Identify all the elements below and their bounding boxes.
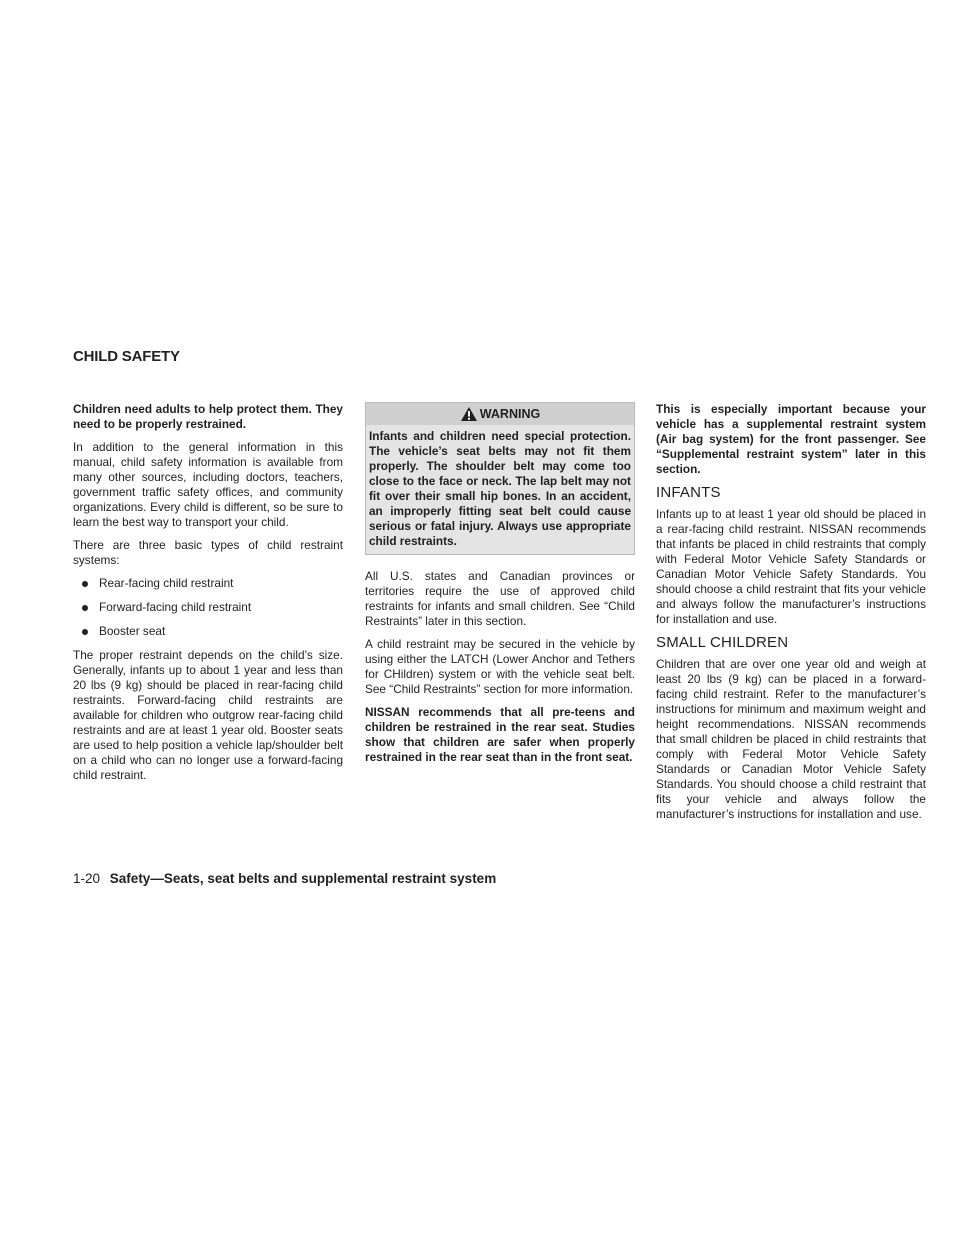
warning-header — [366, 403, 634, 425]
infants-paragraph: Infants up to at least 1 year old should be placed in a rear-facing child restraint. NISSAN recommends that infants be placed in child restraints that comply with Federal Motor Vehicle Safety Standards or Canadian Motor Vehicle Safety Standards. You should choose a child restraint that fits your vehicle and always follow the manufacturer’s instructions for installation and use. — [656, 507, 926, 626]
chapter-title: Safety—Seats, seat belts and supplemental restraint system — [109, 871, 497, 886]
section-title: CHILD SAFETY — [73, 348, 180, 365]
bullet-icon — [82, 605, 88, 611]
infants-heading: INFANTS — [656, 484, 721, 501]
proper-restraint-paragraph: The proper restraint depends on the child’s size. Generally, infants up to about 1 year and less than 20 lbs (9 kg) should be placed in rear-facing child restraints. Forward-facing child restraints are available for children who outgrow rear-facing child restraints and are at least 1 year old. Booster seats are used to help position a vehicle lap/shoulder belt on a child who can no longer use a forward-facing child restraint. — [73, 648, 343, 782]
list-item-text: Forward-facing child restraint — [99, 600, 252, 614]
warning-box — [365, 402, 635, 555]
bullet-icon — [82, 629, 88, 635]
warning-triangle-icon — [460, 406, 478, 422]
list-item — [73, 576, 343, 591]
column-3 — [656, 402, 926, 830]
general-info-paragraph: In addition to the general information in this manual, child safety information is available from many other sources, including doctors, teachers, government traffic safety offices, and community organizations. Every child is different, so be sure to learn the best way to transport your child. — [73, 440, 343, 529]
warning-text: Infants and children need special protection. The vehicle’s seat belts may not fit them properly. The shoulder belt may come too close to the face or neck. The lap belt may not fit over their small hip bones. In an accident, an improperly fitting seat belt could cause serious or fatal injury. Always use appropriate child restraints. — [369, 429, 631, 548]
page-footer — [73, 871, 496, 886]
list-item — [73, 624, 343, 639]
warning-title: WARNING — [479, 406, 541, 421]
column-1 — [73, 402, 343, 791]
column-2 — [365, 402, 635, 773]
airbag-note: This is especially important because your vehicle has a supplemental restraint system (Air bag system) for the front passenger. See “Supplemental restraint system” later in this section. — [656, 402, 926, 476]
small-children-paragraph: Children that are over one year old and weigh at least 20 lbs (9 kg) can be placed in a forward-facing child restraint. Refer to the manufacturer’s instructions for minimum and maximum weight and height recommendations. NISSAN recommends that small children be placed in child restraints that comply with Federal Motor Vehicle Safety Standards or Canadian Motor Vehicle Safety Standards. You should choose a child restraint that fits your vehicle and always follow the manufacturer’s instructions for installation and use. — [656, 657, 926, 821]
restraint-types-list — [73, 576, 343, 639]
latch-paragraph: A child restraint may be secured in the vehicle by using either the LATCH (Lower Anchor and Tethers for CHildren) system or with the vehicle seat belt. See “Child Restraints” section for more information. — [365, 637, 635, 696]
list-item — [73, 600, 343, 615]
restraint-types-paragraph: There are three basic types of child restraint systems: — [73, 538, 343, 567]
list-item-text: Booster seat — [99, 624, 166, 638]
rear-seat-recommendation: NISSAN recommends that all pre-teens and children be restrained in the rear seat. Studies show that children are safer when properly restrained in the rear seat than in the front seat. — [365, 705, 635, 764]
state-law-paragraph: All U.S. states and Canadian provinces or territories require the use of approved child restraints for infants and small children. See “Child Restraints” later in this section. — [365, 569, 635, 628]
small-children-heading: SMALL CHILDREN — [656, 634, 789, 651]
intro-bold-paragraph: Children need adults to help protect them. They need to be properly restrained. — [73, 402, 343, 431]
bullet-icon — [82, 581, 88, 587]
list-item-text: Rear-facing child restraint — [99, 576, 234, 590]
page-number: 1-20 — [73, 871, 101, 886]
